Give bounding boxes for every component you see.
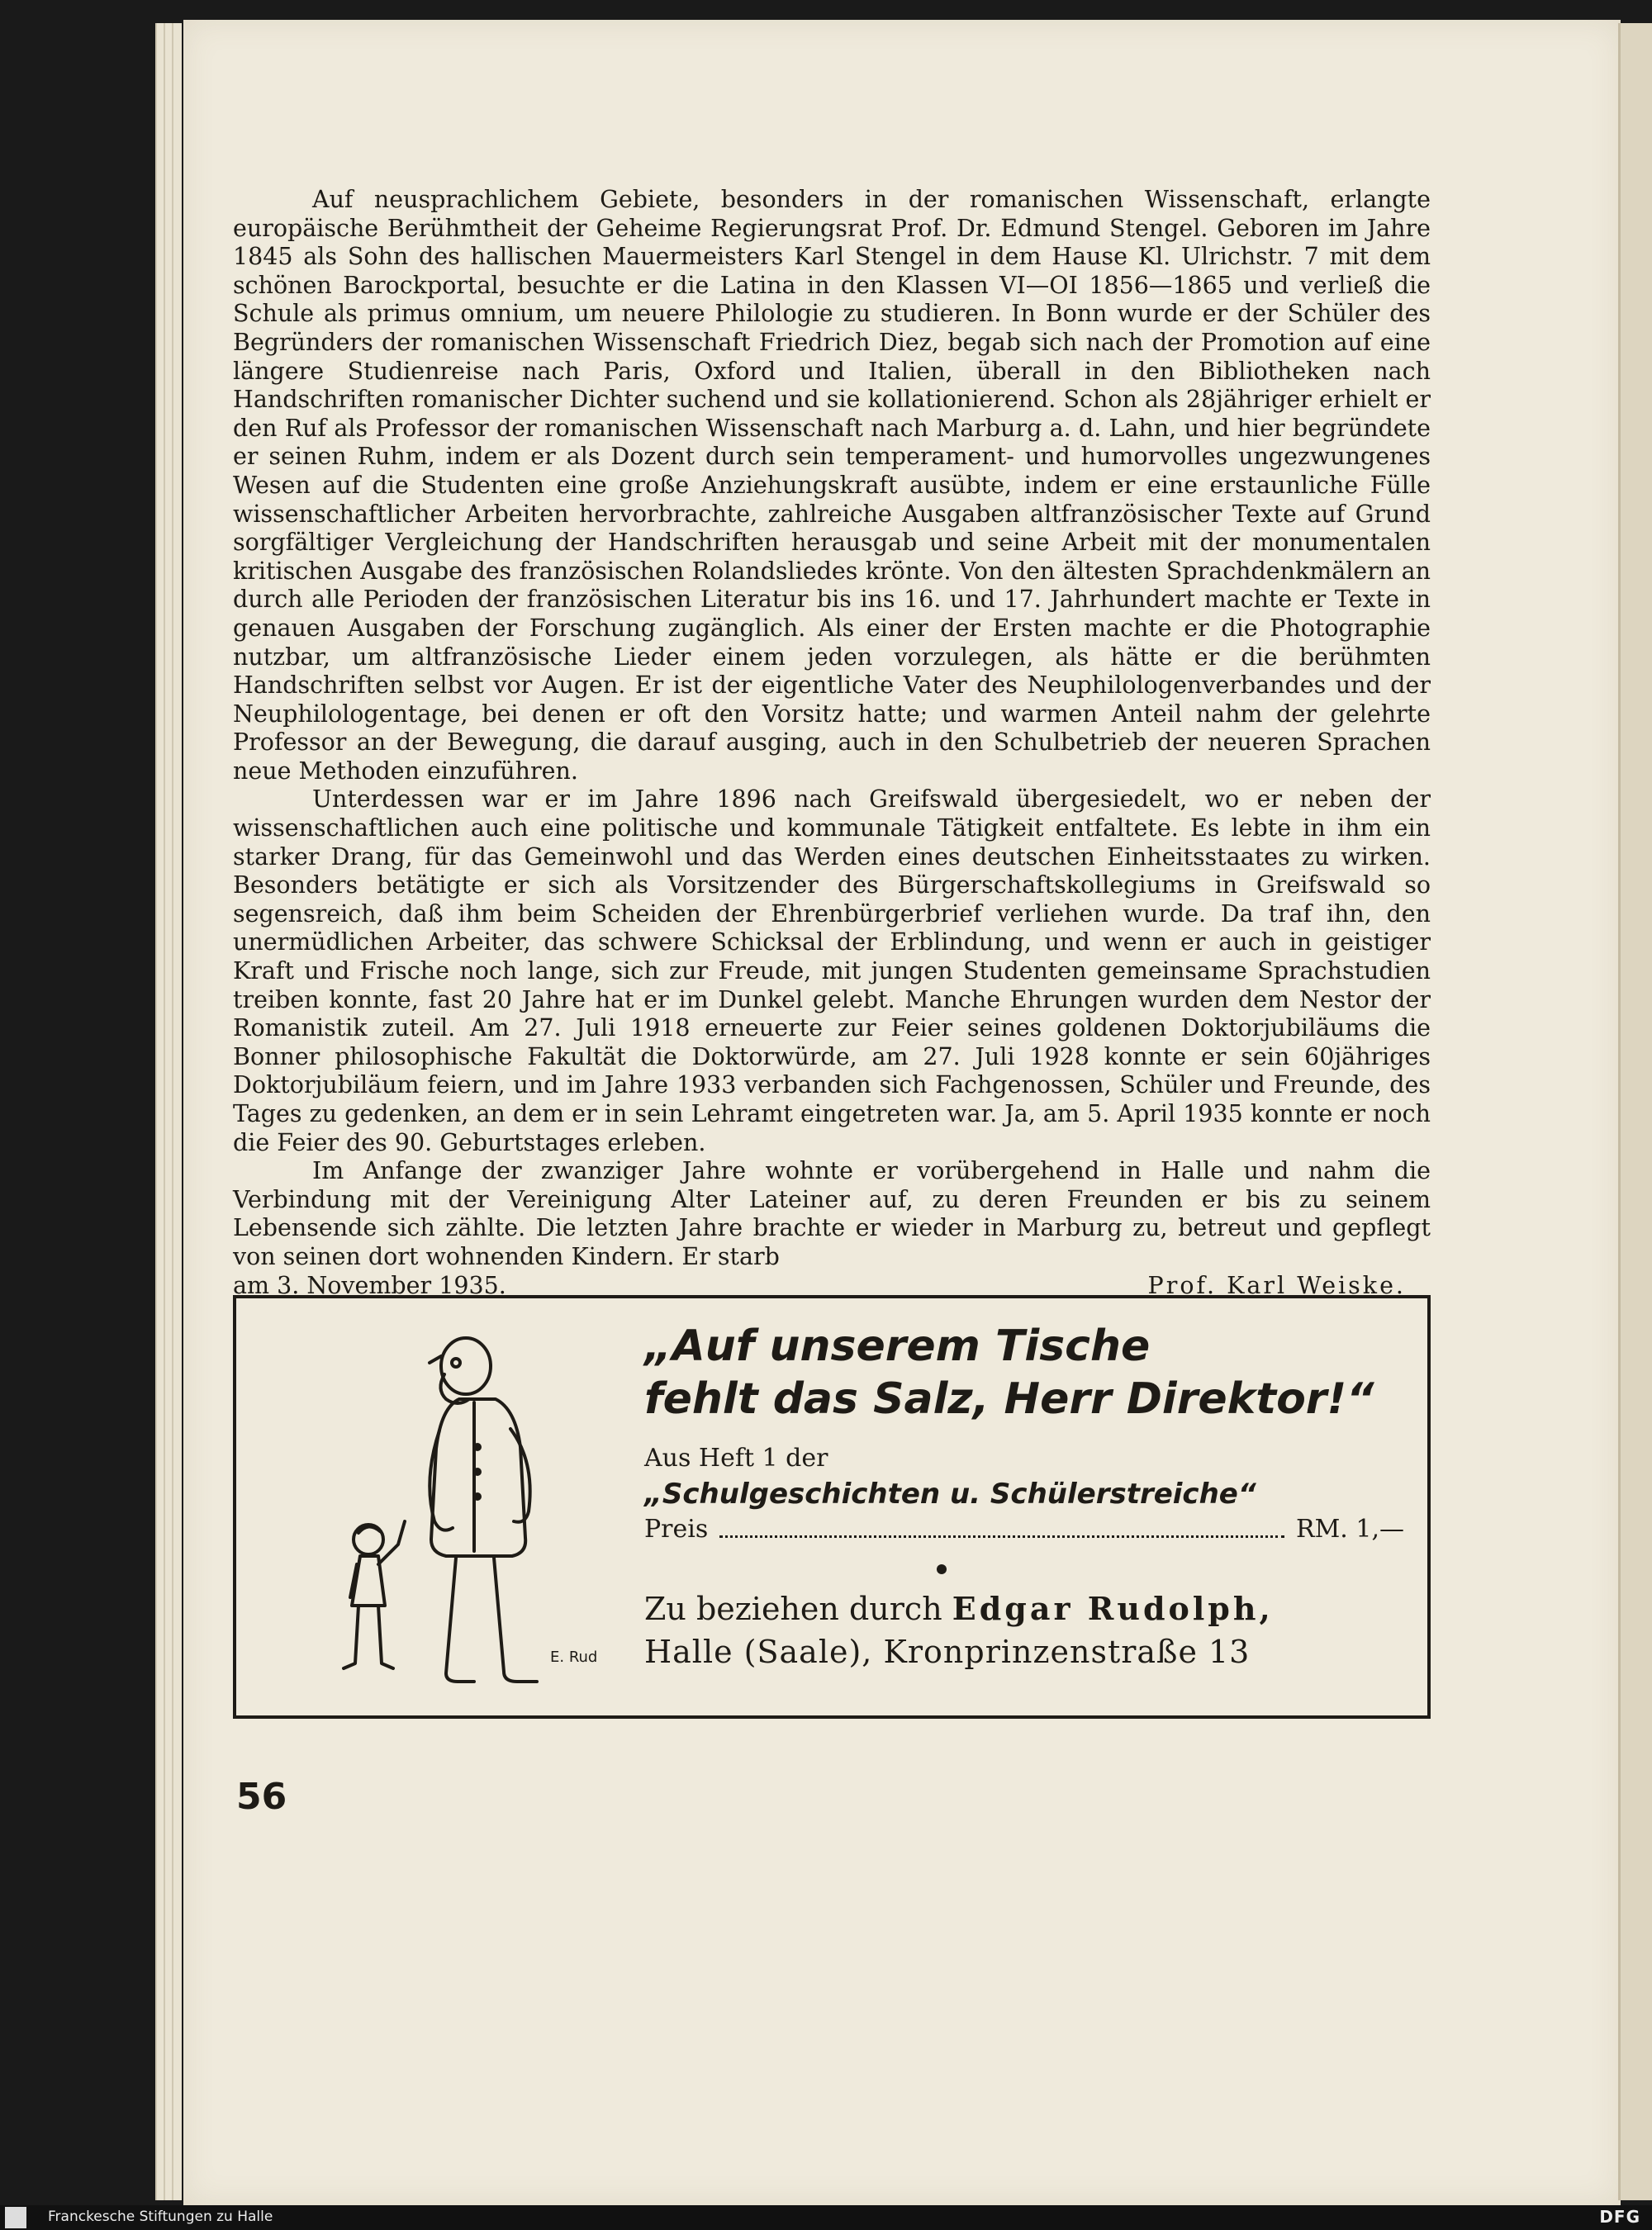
dfg-logo: DFG (1599, 2207, 1640, 2227)
ad-headline-line-1: „Auf unserem Tische (644, 1321, 1151, 1371)
article-text (233, 186, 1431, 1300)
supplier-prefix: Zu beziehen durch (644, 1591, 942, 1627)
supplier-name: Edgar Rudolph, (952, 1590, 1274, 1627)
author-signature: Prof. Karl Weiske. (1147, 1271, 1406, 1299)
ad-source: Aus Heft 1 der (644, 1444, 828, 1473)
page-number: 56 (236, 1776, 287, 1818)
article-paragraph-2: Unterdessen war er im Jahre 1896 nach Greifswald übergesiedelt, wo er neben der wissenschaftlichen auch eine politische und kommunale Tätigkeit entfaltete. Es lebte in ihm ein starker Drang, für das Gemeinwohl und das Werden eines deutschen Einheitsstaates zu wirken. Besonders betätigte er sich als Vorsitzender des Bürgerschaftskollegiums in Greifswald so segensreich, daß ihm beim Scheiden der Ehrenbürgerbrief verliehen wurde. Da traf ihn, den unermüdlichen Arbeiter, das schwere Schicksal der Erblindung, und wenn er auch in geistiger Kraft und Frische noch lange, sich zur Freude, mit jungen Studenten gemeinsame Sprachstudien treiben konnte, fast 20 Jahre hat er im Dunkel gelebt. Manche Ehrungen wurden dem Nestor der Romanistik zuteil. Am 27. Juli 1918 erneuerte zur Feier seines goldenen Doktorjubiläums die Bonner philosophische Fakultät die Doktorwürde, am 27. Juli 1928 konnte er sein 60jähriges Doktorjubiläum feiern, und im Jahre 1933 verbanden sich Fachgenossen, Schüler und Freunde, des Tages zu gedenken, an dem er in sein Lehramt eingetreten war. Ja, am 5. April 1935 konnte er noch die Feier des 90. Geburtstages erleben. (233, 785, 1431, 1156)
advertisement-box (233, 1295, 1431, 1719)
ad-supplier-line (644, 1587, 1404, 1630)
article-paragraph-3: Im Anfange der zwanziger Jahre wohnte er vorübergehend in Halle und nahm die Verbindung mit der Vereinigung Alter Lateiner auf, zu deren Freunden er bis zu seinem Lebensende sich zählte. Die letzten Jahre brachte er wieder in Marburg zu, betreut und gepflegt von seinen dort wohnenden Kindern. Er starb (233, 1157, 1431, 1270)
bullet-separator (937, 1564, 947, 1574)
artist-signature: E. Rud (550, 1649, 598, 1666)
supplier-address: Halle (Saale), Kronprinzenstraße 13 (644, 1634, 1251, 1670)
institution-logo-icon (5, 2207, 26, 2228)
page-edge (172, 23, 182, 2200)
institution-name: Franckesche Stiftungen zu Halle (48, 2209, 273, 2225)
ad-series-title: „Schulgeschichten u. Schülerstreiche“ (644, 1478, 1256, 1511)
price-leader-dots (719, 1513, 1284, 1538)
advertisement-text (644, 1320, 1404, 1673)
price-value: RM. 1,— (1295, 1515, 1404, 1544)
ad-headline-line-2: fehlt das Salz, Herr Direktor!“ (644, 1374, 1374, 1424)
article-paragraph-1: Auf neusprachlichem Gebiete, besonders in der romanischen Wissenschaft, erlangte europäische Berühmtheit der Geheime Regierungsrat Prof. Dr. Edmund Stengel. Geboren im Jahre 1845 als Sohn des hallischen Mauermeisters Karl Stengel in dem Hause Kl. Ulrichstr. 7 mit dem schönen Barockportal, besuchte er die Latina in den Klassen VI—OI 1856—1865 und verließ die Schule als primus omnium, um neuere Philologie zu studieren. In Bonn wurde er der Schüler des Begründers der romanischen Wissenschaft Friedrich Diez, begab sich nach der Promotion auf eine längere Studienreise nach Paris, Oxford und Italien, überall in den Bibliotheken nach Handschriften romanischer Dichter suchend und sie kollationierend. Schon als 28jähriger erhielt er den Ruf als Professor der romanischen Wissenschaft nach Marburg a. d. Lahn, und hier begründete er seinen Ruhm, indem er als Dozent durch sein temperament- und humorvolles ungezwungenes Wesen auf die Studenten eine große Anziehungskraft ausübte, indem er eine erstaunliche Fülle wissenschaftlicher Arbeiten hervorbrachte, zahlreiche Ausgaben altfranzösischer Texte auf Grund sorgfältiger Vergleichung der Handschriften herausgab und seine Arbeit mit der monumentalen kritischen Ausgabe des französischen Rolandsliedes krönte. Von den ältesten Sprachdenkmälern an durch alle Perioden der französischen Literatur bis ins 16. und 17. Jahrhundert machte er Texte in genauen Ausgaben der Forschung zugänglich. Als einer der Ersten machte er die Photographie nutzbar, um altfranzösische Lieder einem jeden vorzulegen, als hätte er die berühmten Handschriften selbst vor Augen. Er ist der eigentliche Vater des Neuphilologenverbandes und der Neuphilologentage, bei denen er oft den Vorsitz hatte; und warmen Anteil nahm der gelehrte Professor an der Bewegung, die darauf ausging, auch in den Schulbetrieb der neueren Sprachen neue Methoden einzuführen. (233, 186, 1431, 785)
next-page-edge (1618, 23, 1652, 2200)
price-label: Preis (644, 1515, 709, 1544)
death-date: am 3. November 1935. (233, 1271, 506, 1299)
teacher-and-pupil-illustration (269, 1323, 616, 1695)
ad-price-line (644, 1513, 1404, 1546)
